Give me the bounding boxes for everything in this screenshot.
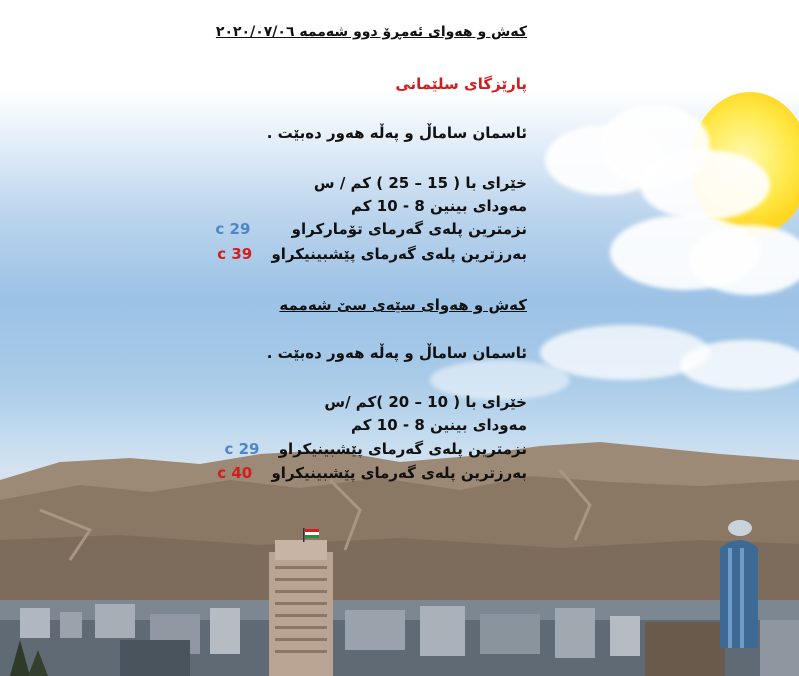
tomorrow-wind: خێرای با ( 10 – 20 )کم /س bbox=[324, 393, 527, 411]
today-max-value: 39 c bbox=[217, 245, 253, 263]
today-min-value: 29 c bbox=[215, 220, 251, 238]
today-wind: خێرای با ( 15 – 25 ) کم / س bbox=[313, 174, 527, 192]
tree-silhouette bbox=[0, 630, 60, 676]
tomorrow-max-label: بەرزترین پلەی گەرمای پێشبینیکراو bbox=[271, 464, 527, 482]
today-max-label: بەرزترین پلەی گەرمای پێشبینیکراو bbox=[271, 245, 527, 263]
region-title: پارێزگای سلێمانی bbox=[395, 75, 527, 93]
tomorrow-title: کەش و هەوای سێەی سێ شەممە bbox=[279, 296, 527, 314]
tomorrow-max-value: 40 c bbox=[217, 464, 253, 482]
glass-tower bbox=[712, 518, 762, 648]
tomorrow-min-value: 29 c bbox=[224, 440, 260, 458]
tomorrow-visibility: مەودای بینین 8 - 10 کم bbox=[351, 416, 527, 434]
today-visibility: مەودای بینین 8 - 10 کم bbox=[351, 197, 527, 215]
tomorrow-min-row bbox=[224, 440, 527, 458]
page-title: کەش و هەوای ئەمڕۆ دوو شەممە ٢٠٢٠/٠٧/٠٦ bbox=[215, 24, 527, 40]
today-max-row bbox=[217, 245, 527, 263]
tomorrow-max-row bbox=[217, 464, 527, 482]
today-sky: ئاسمان ساماڵ و پەڵە هەور دەبێت . bbox=[266, 124, 527, 142]
flag-icon bbox=[303, 528, 321, 542]
tomorrow-min-label: نزمترین پلەی گەرمای پێشبینیکراو bbox=[278, 440, 527, 458]
city-skyline bbox=[0, 590, 799, 676]
tower-building bbox=[265, 530, 337, 676]
today-min-row bbox=[215, 220, 527, 238]
tomorrow-sky: ئاسمان ساماڵ و پەڵە هەور دەبێت . bbox=[266, 344, 527, 362]
today-min-label: نزمترین پلەی گەرمای تۆمارکراو bbox=[291, 220, 527, 238]
